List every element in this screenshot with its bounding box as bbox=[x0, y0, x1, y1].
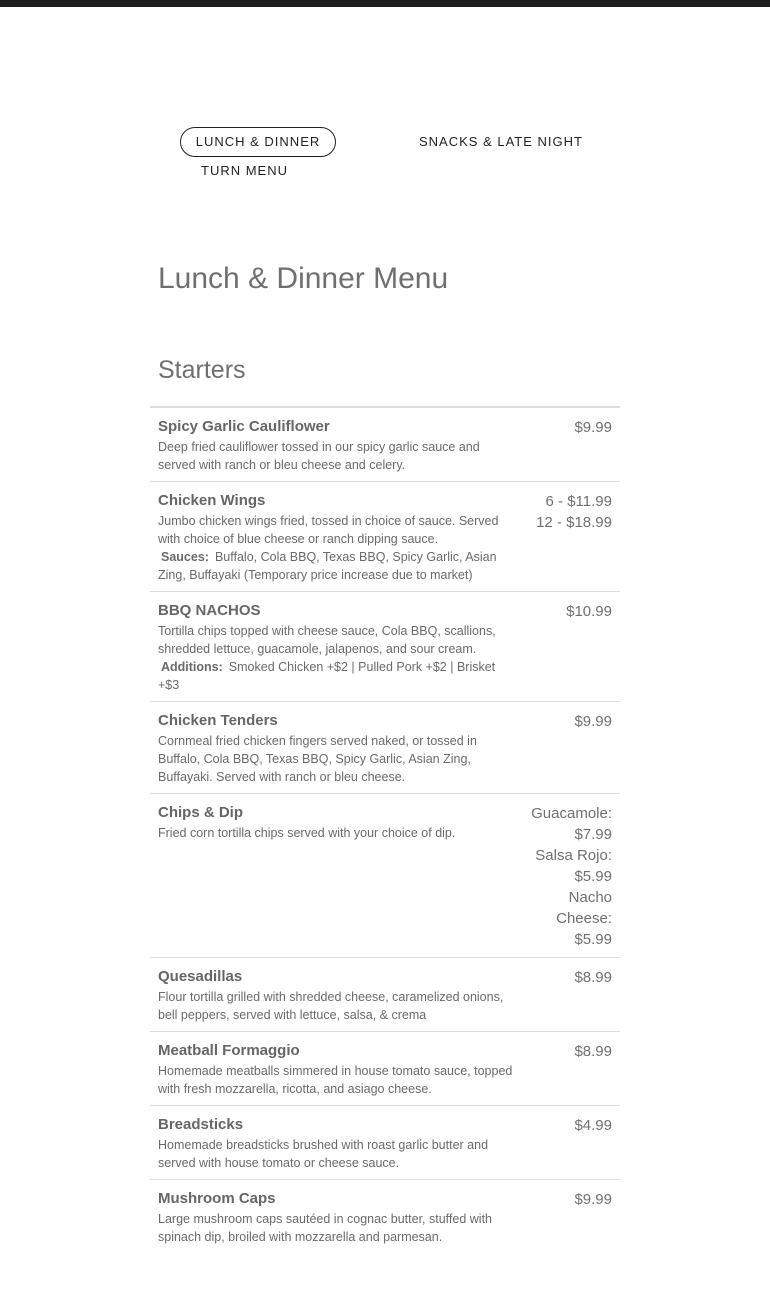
item-price bbox=[512, 601, 612, 622]
item-price-line: $8.99 bbox=[574, 1043, 612, 1060]
item-price bbox=[512, 1115, 612, 1136]
item-extra-text: Smoked Chicken +$2 | Pulled Pork +$2 | Brisket +$3 bbox=[158, 660, 496, 692]
item-name: Chips & Dip bbox=[158, 804, 243, 821]
menu-item bbox=[150, 408, 620, 482]
item-price-line: $9.99 bbox=[574, 419, 612, 436]
item-description: Fried corn tortilla chips served with your choice of dip. bbox=[158, 826, 456, 840]
item-description: Cornmeal fried chicken fingers served naked, or tossed in Buffalo, Cola BBQ, Texas BBQ, Spicy Garlic, Asian Zing, Buffayaki. Served with ranch or bleu cheese. bbox=[158, 734, 477, 784]
item-name: Chicken Tenders bbox=[158, 712, 278, 729]
item-description: Jumbo chicken wings fried, tossed in choice of sauce. Served with choice of blue cheese or ranch dipping sauce. Sauces: Buffalo, Cola BBQ, Texas BBQ, Spicy Garlic, Asian Zing, Buffayaki (Temporary price increase due to market) bbox=[158, 514, 499, 582]
item-price bbox=[512, 803, 612, 950]
item-price bbox=[512, 711, 612, 732]
item-description: Deep fried cauliflower tossed in our spicy garlic sauce and served with ranch or bleu cheese and celery. bbox=[158, 440, 480, 472]
item-price-line: 6 - $11.99 bbox=[545, 493, 612, 510]
page-title: Lunch & Dinner Menu bbox=[158, 262, 449, 295]
item-description: Tortilla chips topped with cheese sauce, Cola BBQ, scallions, shredded lettuce, guacamole, jalapenos, and sour cream. Additions: Smoked Chicken +$2 | Pulled Pork +$2 | Brisket +$3 bbox=[158, 624, 496, 692]
tab-snacks-late-night[interactable]: SNACKS & LATE NIGHT bbox=[419, 134, 583, 149]
item-description: Flour tortilla grilled with shredded cheese, caramelized onions, bell peppers, served with lettuce, salsa, & crema bbox=[158, 990, 504, 1022]
tab-turn-menu[interactable]: TURN MENU bbox=[201, 163, 288, 178]
item-price-line: $9.99 bbox=[574, 1191, 612, 1208]
item-description: Homemade breadsticks brushed with roast garlic butter and served with house tomato or cheese sauce. bbox=[158, 1138, 489, 1170]
item-price bbox=[512, 1189, 612, 1210]
item-extra-text: Buffalo, Cola BBQ, Texas BBQ, Spicy Garlic, Asian Zing, Buffayaki (Temporary price increase due to market) bbox=[158, 550, 497, 582]
item-name: Quesadillas bbox=[158, 968, 243, 985]
item-name: Breadsticks bbox=[158, 1116, 244, 1133]
item-price bbox=[512, 1041, 612, 1062]
item-price-line: 12 - $18.99 bbox=[536, 514, 612, 531]
item-name: Spicy Garlic Cauliflower bbox=[158, 418, 330, 435]
item-name: Chicken Wings bbox=[158, 492, 266, 509]
item-description: Large mushroom caps sautéed in cognac butter, stuffed with spinach dip, broiled with mozzarella and parmesan. bbox=[158, 1212, 492, 1244]
item-price-line: $5.99 bbox=[574, 931, 612, 948]
section-title: Starters bbox=[158, 356, 246, 384]
menu-items-list bbox=[150, 406, 620, 1254]
item-price-line: $7.99 bbox=[574, 826, 612, 843]
menu-item bbox=[150, 1180, 620, 1254]
top-bar bbox=[0, 0, 770, 7]
menu-item bbox=[150, 958, 620, 1032]
item-name: Mushroom Caps bbox=[158, 1190, 276, 1207]
menu-item bbox=[150, 794, 620, 958]
item-price-line: Guacamole: bbox=[531, 805, 612, 822]
item-price-line: $8.99 bbox=[574, 969, 612, 986]
item-price bbox=[512, 967, 612, 988]
item-price-line: $10.99 bbox=[566, 603, 612, 620]
menu-item bbox=[150, 1032, 620, 1106]
menu-item bbox=[150, 1106, 620, 1180]
item-price-line: $4.99 bbox=[574, 1117, 612, 1134]
item-price-line: $9.99 bbox=[574, 713, 612, 730]
item-extra-label: Sauces: bbox=[161, 550, 209, 564]
item-price-line: Salsa Rojo: bbox=[535, 847, 612, 864]
tab-lunch-dinner[interactable]: LUNCH & DINNER bbox=[180, 127, 336, 157]
item-description: Homemade meatballs simmered in house tomato sauce, topped with fresh mozzarella, ricotta, and asiago cheese. bbox=[158, 1064, 513, 1096]
item-name: Meatball Formaggio bbox=[158, 1042, 300, 1059]
item-price-line: Nacho bbox=[568, 889, 612, 906]
menu-item bbox=[150, 592, 620, 702]
item-price bbox=[512, 491, 612, 533]
menu-item bbox=[150, 702, 620, 794]
menu-item bbox=[150, 482, 620, 592]
item-price-line: $5.99 bbox=[574, 868, 612, 885]
item-price bbox=[512, 417, 612, 438]
item-price-line: Cheese: bbox=[556, 910, 612, 927]
item-extra-label: Additions: bbox=[161, 660, 223, 674]
item-name: BBQ NACHOS bbox=[158, 602, 261, 619]
